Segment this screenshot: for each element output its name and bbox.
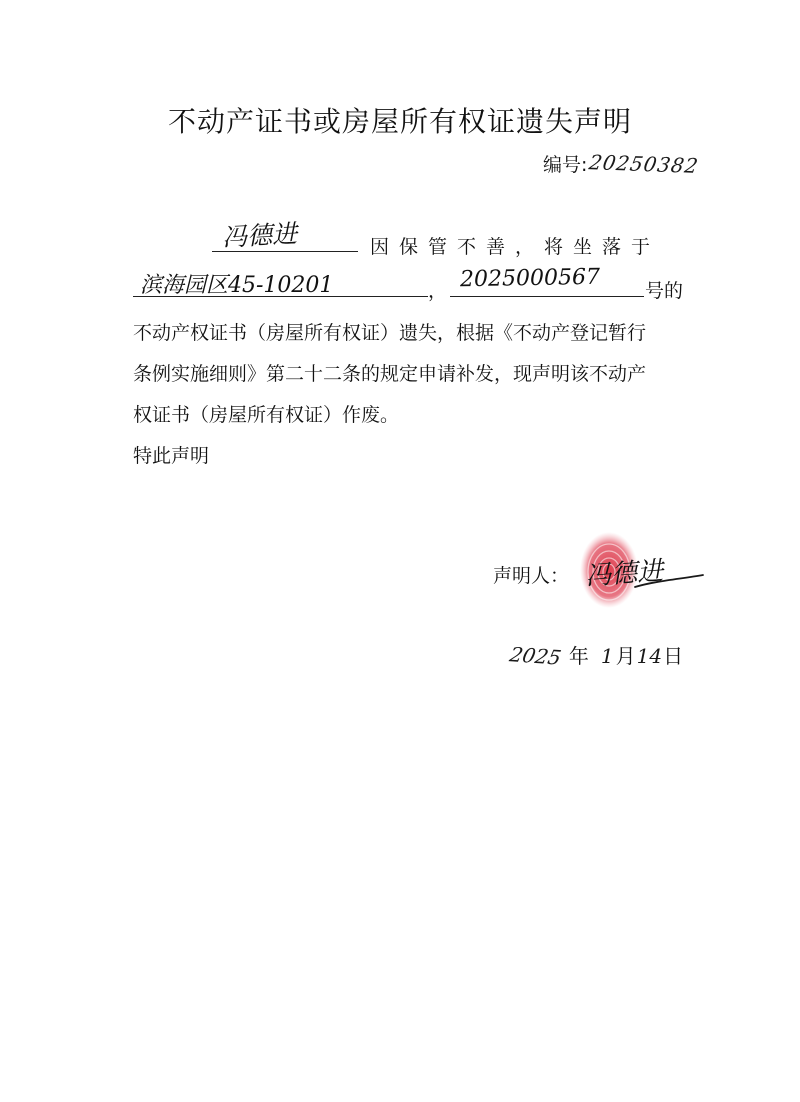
serial-label: 编号: xyxy=(543,154,588,176)
certificate-number: 2025000567 xyxy=(459,264,601,293)
number-suffix: 号的 xyxy=(645,280,684,302)
signer-signature: 冯德进 xyxy=(584,556,665,592)
date-month: 1 xyxy=(600,644,614,668)
document-title: 不动产证书或房屋所有权证遗失声明 xyxy=(167,105,632,138)
paragraph-line-4: 条例实施细则》第二十二条的规定申请补发，现声明该不动产 xyxy=(133,363,647,385)
serial-number xyxy=(543,150,702,178)
signer-label: 声明人： xyxy=(493,565,570,587)
serial-value: 20250382 xyxy=(587,150,702,178)
certificate-blank-line xyxy=(450,296,644,297)
property-address: 滨海园区45-10201 xyxy=(140,273,334,298)
paragraph-line-5: 权证书（房屋所有权证）作废。 xyxy=(133,404,400,426)
paragraph-line-1: 因保管不善，将坐落于 xyxy=(370,236,661,258)
name-blank-line xyxy=(212,251,358,252)
signature-stroke xyxy=(575,545,705,600)
closing-statement: 特此声明 xyxy=(133,445,210,467)
date-day: 14 xyxy=(636,644,663,668)
date-month-label: 月 xyxy=(615,644,636,668)
address-blank-line xyxy=(133,296,428,297)
date-year: 2025 xyxy=(507,642,564,670)
paragraph-line-3: 不动产权证书（房屋所有权证）遗失，根据《不动产登记暂行 xyxy=(133,322,647,344)
declarant-name: 冯德进 xyxy=(221,219,298,252)
date-day-label: 日 xyxy=(663,644,684,668)
address-comma: ， xyxy=(428,280,448,302)
date-year-label: 年 xyxy=(568,644,589,668)
declaration-date xyxy=(507,640,684,670)
